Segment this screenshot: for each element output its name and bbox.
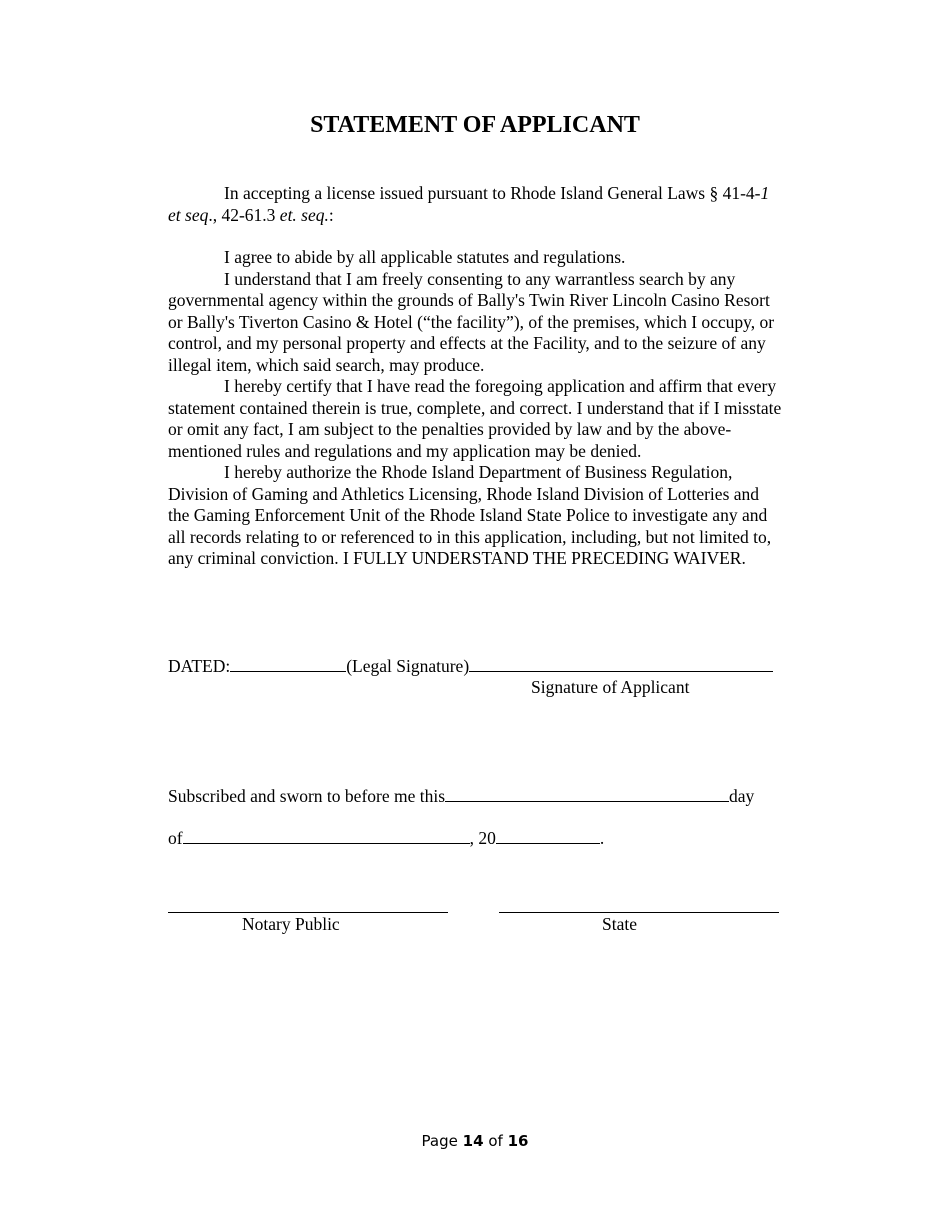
period-text: . <box>599 828 605 848</box>
date-blank[interactable] <box>230 655 346 672</box>
page-footer <box>0 1132 950 1150</box>
state-label: State <box>602 914 637 934</box>
intro-italic-2: et. seq. <box>279 204 329 225</box>
month-year-line <box>168 827 604 849</box>
intro-text-1: In accepting a license issued pursuant to Rhode Island General Laws § 41-4- <box>224 183 761 203</box>
day-blank[interactable] <box>445 785 729 802</box>
state-signature-rule[interactable] <box>499 912 779 913</box>
year-blank[interactable] <box>496 827 600 844</box>
footer-total-pages: 16 <box>507 1132 529 1150</box>
intro-paragraph <box>168 183 784 226</box>
year-prefix-text: , 20 <box>469 828 496 848</box>
footer-of-word: of <box>488 1132 503 1150</box>
paragraph-certify: I hereby certify that I have read the foregoing application and affirm that every statement contained therein is true, complete, and correct. I understand that if I misstate or omit any fact, I am subject to the penalties provided by law and by the above-mentioned rules and regulations and my application may be denied. <box>168 376 782 461</box>
dated-label: DATED: <box>168 656 231 676</box>
of-text: of <box>168 828 183 848</box>
day-text: day <box>729 786 755 806</box>
statement-paragraphs <box>168 247 784 570</box>
signature-caption: Signature of Applicant <box>531 677 690 697</box>
sworn-line <box>168 785 754 807</box>
notary-signature-rule[interactable] <box>168 912 448 913</box>
dated-line <box>168 655 773 677</box>
page-title: STATEMENT OF APPLICANT <box>310 112 640 138</box>
paragraph-authorize: I hereby authorize the Rhode Island Department of Business Regulation, Division of Gaming and Athletics Licensing, Rhode Island Division of Lotteries and the Gaming Enforcement Unit of the Rhode Island State Police to investigate any and all records relating to or referenced to in this application, including, but not limited to, any criminal conviction. I FULLY UNDERSTAND THE PRECEDING WAIVER. <box>168 462 772 568</box>
intro-text-2: ., 42-61.3 <box>208 204 280 225</box>
footer-page-word: Page <box>421 1132 458 1150</box>
paragraph-search-consent: I understand that I am freely consenting to any warrantless search by any governmental agency within the grounds of Bally's Twin River Lincoln Casino Resort or Bally's Tiverton Casino & Hotel (“the facility”), of the premises, which I occupy, or control, and my personal property and effects at the Facility, and to the seizure of any illegal item, which said search, may produce. <box>168 268 775 375</box>
intro-text-3: : <box>328 204 334 225</box>
paragraph-agree: I agree to abide by all applicable statutes and regulations. <box>224 247 626 267</box>
footer-page-number: 14 <box>462 1132 484 1150</box>
month-blank[interactable] <box>183 827 470 844</box>
notary-public-label: Notary Public <box>242 914 340 934</box>
intro-italic-1: 1 et seq <box>168 183 770 225</box>
sworn-text: Subscribed and sworn to before me this <box>168 786 446 806</box>
legal-signature-label: (Legal Signature) <box>346 656 470 676</box>
signature-blank[interactable] <box>469 655 773 672</box>
